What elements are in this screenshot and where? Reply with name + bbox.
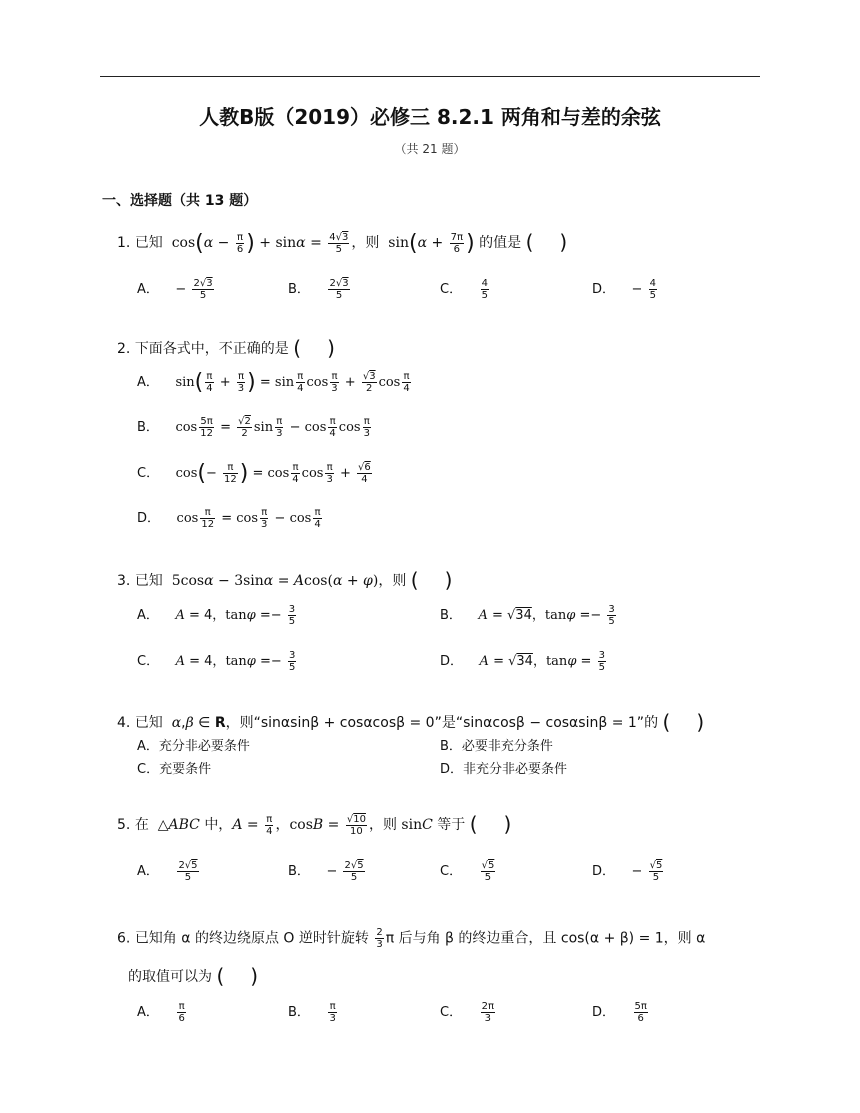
option-6A[interactable]: A． $\frac{\pi}{6}$ — [137, 1001, 185, 1024]
option-3D[interactable]: D． A = √34，tanφ = $\frac{3}{5}$ — [440, 650, 605, 673]
option-4C[interactable]: C．充要条件 — [137, 762, 212, 777]
option-2B[interactable]: B． cos $\frac{5\pi}{12}$ = $\frac{√2}{2}$ sin $\frac{\pi}{3}$ − cos $\frac{\pi}{4}$ cos $\frac{\pi}{3}$ — [137, 416, 370, 439]
question-number: 5. — [117, 817, 131, 833]
question-2-stem: 2. 下面各式中，不正确的是 ( ) — [117, 336, 335, 360]
option-3A[interactable]: A． A = 4，tanφ =− $\frac{3}{5}$ — [137, 604, 296, 627]
option-4D[interactable]: D．非充分非必要条件 — [440, 762, 568, 777]
option-1D[interactable]: D． − $\frac{4}{5}$ — [592, 278, 656, 301]
option-4A[interactable]: A．充分非必要条件 — [137, 739, 250, 754]
option-5B[interactable]: B． − $\frac{2√5}{5}$ — [288, 860, 364, 883]
question-6-stem-line2: 的取值可以为 ( ) — [128, 964, 259, 988]
option-3B[interactable]: B． A = √34，tanφ =− $\frac{3}{5}$ — [440, 604, 615, 627]
document-title: 人教B版（2019）必修三 8.2.1 两角和与差的余弦 — [199, 105, 661, 129]
question-number: 6. — [117, 930, 131, 947]
question-4-stem: 4. 已知 α,β ∈ R，则“sinαsinβ + cosαcosβ = 0”是“sinαcosβ − cosαsinβ = 1”的 ( ) — [117, 710, 705, 734]
question-number: 3. — [117, 573, 131, 589]
option-2A[interactable]: A． sin( $\frac{\pi}{4}$ + $\frac{\pi}{3}$ ) = sin $\frac{\pi}{4}$ cos $\frac{\pi}{3}$ + $\frac{√3}{2}$ cos $\frac{\pi}{4}$ — [137, 370, 410, 395]
option-1C[interactable]: C． $\frac{4}{5}$ — [440, 278, 488, 301]
section-heading: 一、选择题（共 13 题） — [102, 193, 258, 209]
option-3C[interactable]: C． A = 4，tanφ =− $\frac{3}{5}$ — [137, 650, 296, 673]
option-5C[interactable]: C． $\frac{√5}{5}$ — [440, 860, 495, 883]
question-number: 4. — [117, 715, 131, 731]
option-2C[interactable]: C． cos(− $\frac{\pi}{12}$ ) = cos $\frac{\pi}{4}$ cos $\frac{\pi}{3}$ + $\frac{√6}{4}$ — [137, 461, 371, 486]
question-number: 1. — [117, 235, 131, 251]
option-2D[interactable]: D． cos $\frac{\pi}{12}$ = cos $\frac{\pi}{3}$ − cos $\frac{\pi}{4}$ — [137, 507, 321, 530]
option-5D[interactable]: D． − $\frac{√5}{5}$ — [592, 860, 663, 883]
option-6C[interactable]: C． $\frac{2\pi}{3}$ — [440, 1001, 494, 1024]
question-5-stem: 5. 在 △ABC 中，A = $\frac{\pi}{4}$ ，cosB = $\frac{√10}{10}$ ，则 sinC 等于 ( ) — [117, 812, 512, 837]
question-number: 2. — [117, 341, 131, 357]
option-6D[interactable]: D． $\frac{5\pi}{6}$ — [592, 1001, 647, 1024]
option-4B[interactable]: B．必要非充分条件 — [440, 739, 553, 754]
question-1-stem: 1. 已知 cos(α − $\frac{\pi}{6}$ ) + sinα = $\frac{4√3}{5}$ ，则 sin(α + $\frac{7\pi}{6}$ ) 的值是 ( ) — [117, 230, 568, 256]
question-count: （共 21 题） — [394, 142, 466, 156]
question-6-stem: 6. 已知角 α 的终边绕原点 O 逆时针旋转 $\frac{2}{3}$ π 后与角 β 的终边重合，且 cos(α + β) = 1，则 α — [117, 927, 706, 950]
top-rule — [100, 76, 760, 77]
question-3-stem: 3. 已知 5cosα − 3sinα = Acos(α + φ)，则 ( ) — [117, 568, 453, 592]
option-6B[interactable]: B． $\frac{\pi}{3}$ — [288, 1001, 336, 1024]
option-1A[interactable]: A． − $\frac{2√3}{5}$ — [137, 278, 213, 301]
option-5A[interactable]: A． $\frac{2√5}{5}$ — [137, 860, 198, 883]
option-1B[interactable]: B． $\frac{2√3}{5}$ — [288, 278, 349, 301]
